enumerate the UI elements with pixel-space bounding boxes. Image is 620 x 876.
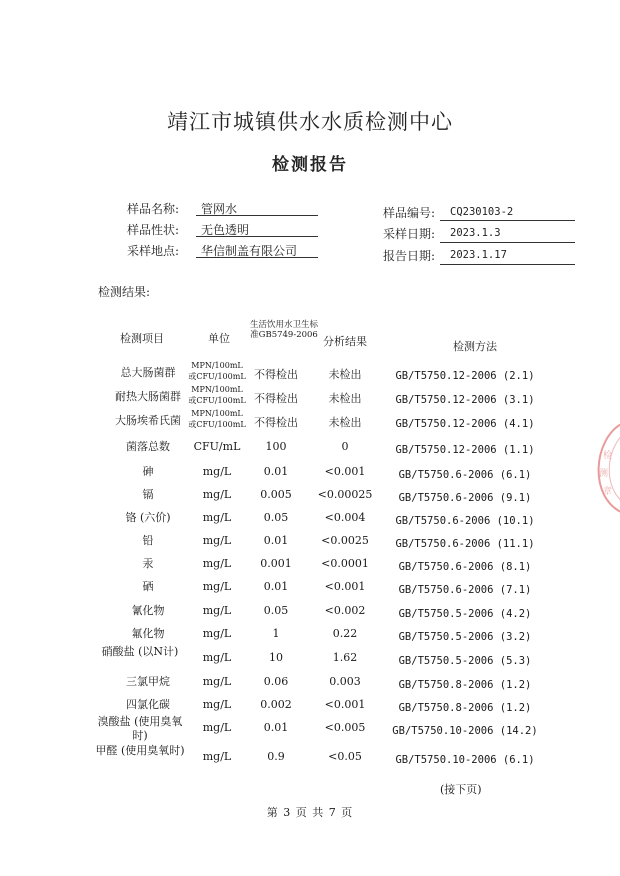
row-item-name: 铬 (六价) xyxy=(125,511,171,524)
row-item-name: 氟化物 xyxy=(131,627,165,640)
row-standard: 0.06 xyxy=(263,675,289,688)
sampling-date-label: 采样日期: xyxy=(383,227,436,241)
sample-number-underline xyxy=(440,220,575,221)
row-unit: mg/L xyxy=(202,698,232,711)
row-method: GB/T5750.6-2006 (8.1) xyxy=(398,561,532,573)
report-date-value: 2023.1.17 xyxy=(450,249,507,261)
row-unit: MPN/100mL或CFU/100mL xyxy=(188,409,246,429)
row-method: GB/T5750.12-2006 (2.1) xyxy=(395,370,535,382)
row-item-name: 氰化物 xyxy=(131,604,165,617)
row-unit: mg/L xyxy=(202,604,232,617)
header-standard: 生活饮用水卫生标准GB5749-2006 xyxy=(249,320,318,340)
row-unit: mg/L xyxy=(202,534,232,547)
row-unit: mg/L xyxy=(202,511,232,524)
row-item-name: 镉 xyxy=(142,488,154,501)
row-result: <0.002 xyxy=(324,604,366,617)
row-method: GB/T5750.5-2006 (4.2) xyxy=(398,608,532,620)
page-number: 第 3 页 共 7 页 xyxy=(266,806,354,819)
row-standard: 10 xyxy=(269,651,283,664)
row-item-name: 硒 xyxy=(142,580,154,593)
row-standard: 1 xyxy=(272,627,280,640)
row-standard: 0.05 xyxy=(263,604,289,617)
row-method: GB/T5750.6-2006 (10.1) xyxy=(395,515,535,527)
row-item-name: 三氯甲烷 xyxy=(126,675,170,688)
sample-name-underline xyxy=(196,215,318,216)
row-standard: 0.9 xyxy=(267,750,285,763)
row-result: 0.22 xyxy=(332,627,358,640)
row-method: GB/T5750.5-2006 (3.2) xyxy=(398,631,532,643)
row-unit: mg/L xyxy=(202,580,232,593)
sample-number-value: CQ230103-2 xyxy=(450,206,514,218)
row-method: GB/T5750.6-2006 (6.1) xyxy=(398,469,532,481)
row-result: <0.004 xyxy=(324,511,366,524)
sample-nature-underline xyxy=(196,236,318,237)
sample-nature-value: 无色透明 xyxy=(201,223,250,237)
report-title: 检测报告 xyxy=(272,155,348,175)
sampling-date-underline xyxy=(440,242,575,243)
svg-text:章: 章 xyxy=(603,487,613,497)
sampling-date-value: 2023.1.3 xyxy=(450,227,501,239)
row-item-name: 砷 xyxy=(142,465,154,478)
svg-text:测: 测 xyxy=(599,469,609,479)
row-item-name: 铅 xyxy=(142,534,154,547)
row-result: 未检出 xyxy=(328,416,362,429)
row-result: <0.05 xyxy=(328,750,362,763)
row-unit: mg/L xyxy=(202,488,232,501)
report-date-underline xyxy=(440,264,575,265)
sample-name-value: 管网水 xyxy=(201,202,238,216)
row-standard: 100 xyxy=(265,440,287,453)
row-unit: MPN/100mL或CFU/100mL xyxy=(188,361,246,381)
row-standard: 不得检出 xyxy=(254,416,298,429)
row-standard: 不得检出 xyxy=(254,368,298,381)
row-result: 0.003 xyxy=(329,675,361,688)
row-item-name: 汞 xyxy=(142,557,154,570)
row-item-name: 耐热大肠菌群 xyxy=(115,390,181,403)
row-result: 0 xyxy=(341,440,349,453)
row-method: GB/T5750.5-2006 (5.3) xyxy=(398,655,532,667)
row-unit: mg/L xyxy=(202,465,232,478)
sampling-location-underline xyxy=(196,257,318,258)
header-item: 检测项目 xyxy=(120,332,164,345)
sample-name-label: 样品名称: xyxy=(127,202,180,216)
row-result: <0.001 xyxy=(324,698,366,711)
row-standard: 不得检出 xyxy=(254,392,298,405)
continued-note: (接下页) xyxy=(440,783,482,796)
row-unit: mg/L xyxy=(202,675,232,688)
row-result: <0.001 xyxy=(324,465,366,478)
row-item-name: 菌落总数 xyxy=(126,440,170,453)
row-standard: 0.01 xyxy=(263,465,289,478)
sampling-location-value: 华信制盖有限公司 xyxy=(201,244,298,258)
row-unit: mg/L xyxy=(202,750,232,763)
row-method: GB/T5750.8-2006 (1.2) xyxy=(398,679,532,691)
row-unit: mg/L xyxy=(202,721,232,734)
row-standard: 0.01 xyxy=(263,580,289,593)
row-unit: CFU/mL xyxy=(193,440,241,453)
row-unit: mg/L xyxy=(202,627,232,640)
row-method: GB/T5750.8-2006 (1.2) xyxy=(398,702,532,714)
report-date-label: 报告日期: xyxy=(383,249,436,263)
header-method: 检测方法 xyxy=(453,340,497,353)
row-item-name: 四氯化碳 xyxy=(126,698,170,711)
sample-nature-label: 样品性状: xyxy=(127,223,180,237)
sample-number-label: 样品编号: xyxy=(383,206,436,220)
row-result: <0.0001 xyxy=(321,557,369,570)
row-unit: MPN/100mL或CFU/100mL xyxy=(188,385,246,405)
row-result: <0.001 xyxy=(324,580,366,593)
row-method: GB/T5750.6-2006 (7.1) xyxy=(398,584,532,596)
row-method: GB/T5750.12-2006 (3.1) xyxy=(395,394,535,406)
header-result: 分析结果 xyxy=(323,335,367,348)
svg-text:检: 检 xyxy=(603,451,613,461)
institution-title: 靖江市城镇供水水质检测中心 xyxy=(167,110,453,134)
seal-stamp xyxy=(583,418,620,518)
row-result: 未检出 xyxy=(328,368,362,381)
row-method: GB/T5750.10-2006 (6.1) xyxy=(395,754,535,766)
row-unit: mg/L xyxy=(202,651,232,664)
sampling-location-label: 采样地点: xyxy=(127,244,180,258)
row-method: GB/T5750.6-2006 (11.1) xyxy=(395,538,535,550)
row-result: 未检出 xyxy=(328,392,362,405)
row-standard: 0.05 xyxy=(263,511,289,524)
row-method: GB/T5750.10-2006 (14.2) xyxy=(392,725,538,737)
row-method: GB/T5750.12-2006 (4.1) xyxy=(395,418,535,430)
row-standard: 0.002 xyxy=(260,698,292,711)
row-standard: 0.01 xyxy=(263,534,289,547)
row-standard: 0.001 xyxy=(260,557,292,570)
row-item-name: 总大肠菌群 xyxy=(120,366,176,379)
row-method: GB/T5750.12-2006 (1.1) xyxy=(395,444,535,456)
row-result: <0.005 xyxy=(324,721,366,734)
results-label: 检测结果: xyxy=(98,285,151,299)
row-standard: 0.005 xyxy=(260,488,292,501)
row-method: GB/T5750.6-2006 (9.1) xyxy=(398,492,532,504)
row-item-name: 硝酸盐 (以N计) xyxy=(101,645,179,658)
row-result: <0.00025 xyxy=(317,488,373,501)
row-unit: mg/L xyxy=(202,557,232,570)
row-item-name: 大肠埃希氏菌 xyxy=(115,414,181,427)
row-result: 1.62 xyxy=(332,651,358,664)
row-item-name: 甲醛 (使用臭氧时) xyxy=(95,744,185,757)
row-result: <0.0025 xyxy=(321,534,369,547)
header-unit: 单位 xyxy=(208,332,230,345)
row-item-name: 溴酸盐 (使用臭氧时) xyxy=(97,715,183,742)
row-standard: 0.01 xyxy=(263,721,289,734)
